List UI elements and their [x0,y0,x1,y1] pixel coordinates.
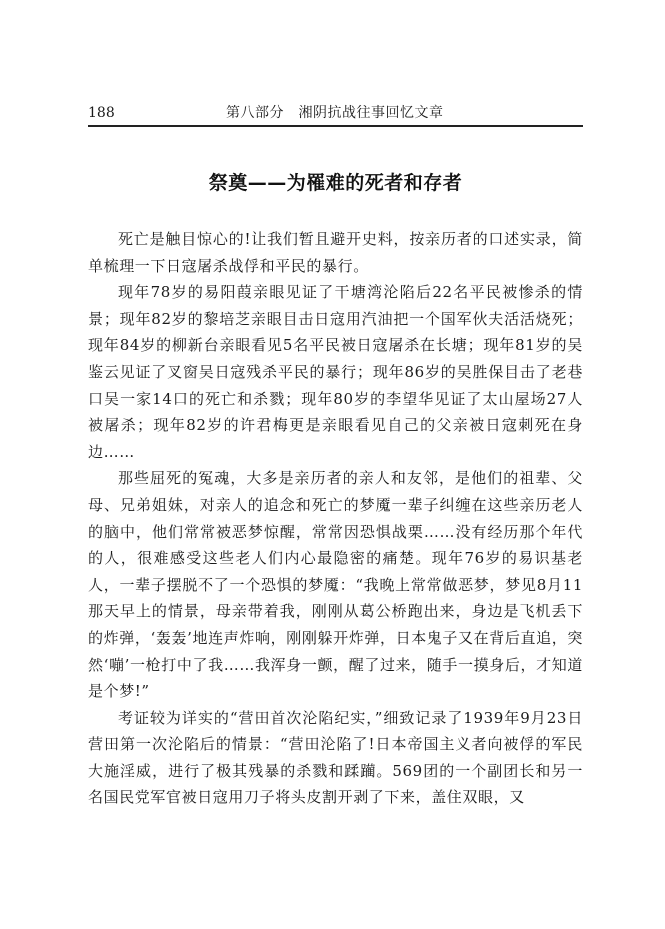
running-header: 第八部分 湘阴抗战往事回忆文章 [226,105,444,121]
paragraph: 考证较为详实的“营田首次沦陷纪实，”细致记录了1939年9月23日营田第一次沦陷后的情景：“营田沦陷了!日本帝国主义者向被俘的军民大施淫威，进行了极其残暴的杀戮和蹂躏。569团的一个副团长和另一名国民党军官被日寇用刀子将头皮割开剥了下来，盖住双眼，又 [88,708,583,807]
page-number: 188 [88,105,115,121]
paragraph: 现年78岁的易阳葭亲眼见证了干塘湾沦陷后22名平民被惨杀的情景；现年82岁的黎培芝亲眼目击日寇用汽油把一个国军伙夫活活烧死；现年84岁的柳新台亲眼看见5名平民被日寇屠杀在长塘；现年81岁的吴鉴云见证了叉窗吴日寇残杀平民的暴行；现年86岁的吴胜保目击了老巷口吴一家14口的死亡和杀戮；现年80岁的李望华见证了太山屋场27人被屠杀；现年82岁的许君梅更是亲眼看见自己的父亲被日寇刺死在身边…… [88,283,583,461]
article-body [88,226,583,811]
paragraph: 那些屈死的冤魂，大多是亲历者的亲人和友邻，是他们的祖辈、父母、兄弟姐妹，对亲人的追念和死亡的梦魇一辈子纠缠在这些亲历老人的脑中，他们常常被恶梦惊醒，常常因恐惧战栗……没有经历那个年代的人，很难感受这些老人们内心最隐密的痛楚。现年76岁的易识基老人，一辈子摆脱不了一个恐惧的梦魇：“我晚上常常做恶梦，梦见8月11那天早上的情景，母亲带着我，刚刚从葛公桥跑出来，身边是飞机丢下的炸弹，‘轰轰’地连声炸响，刚刚躲开炸弹，日本鬼子又在背后直追，突然‘嘣’一枪打中了我……我浑身一颤，醒了过来，随手一摸身后，才知道是个梦!” [88,469,583,701]
article-title: 祭奠——为罹难的死者和存者 [208,172,463,194]
paragraph: 死亡是触目惊心的!让我们暂且避开史料，按亲历者的口述实录，简单梳理一下日寇屠杀战俘和平民的暴行。 [88,230,583,275]
page-header [88,103,583,125]
header-rule [88,125,583,127]
